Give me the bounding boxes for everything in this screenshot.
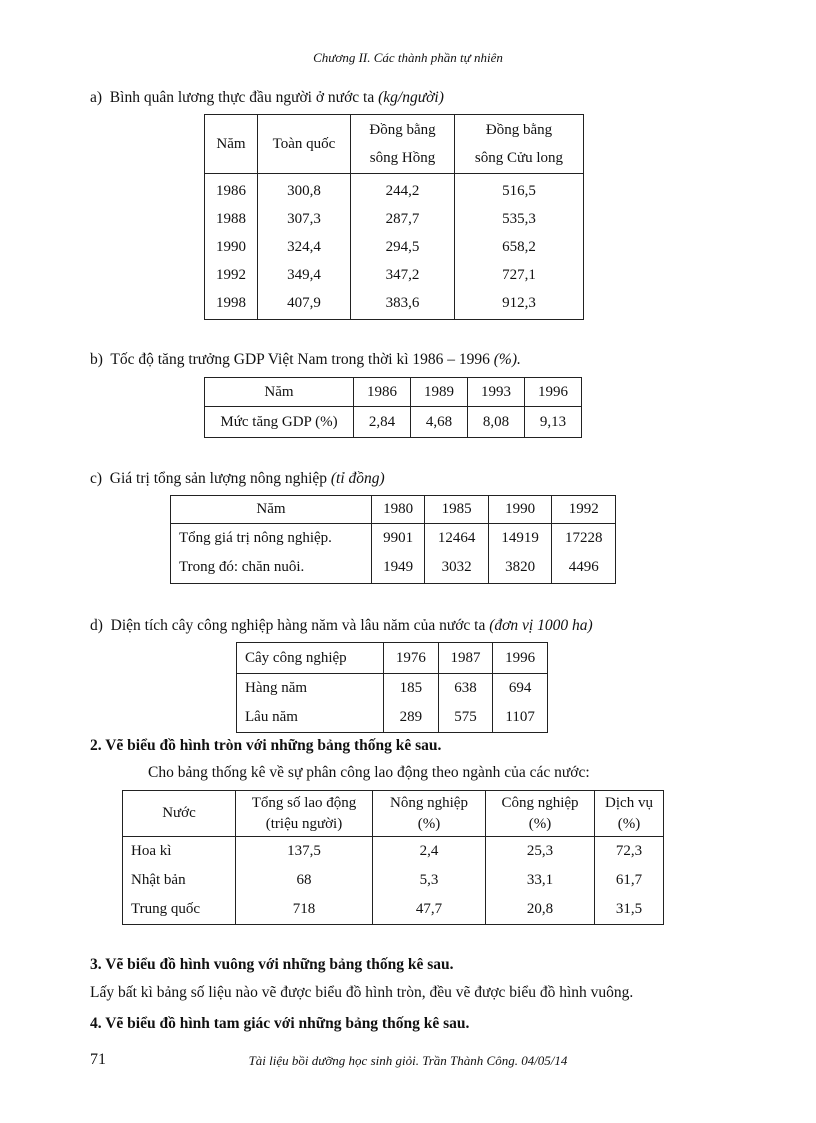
table-2-cell: 2,4: [373, 837, 486, 866]
table-c-cell: 17228: [552, 524, 616, 553]
table-c-header-1985: 1985: [425, 496, 489, 524]
table-2-cell: 68: [236, 866, 373, 895]
table-c-row-label: Tổng giá trị nông nghiệp.: [171, 524, 372, 553]
table-a-header-national: Toàn quốc: [258, 115, 351, 174]
table-d-row-label: Hàng năm: [237, 674, 384, 703]
section-3-text: Lấy bất kì bảng số liệu nào vẽ được biểu đồ hình tròn, đều vẽ được biểu đồ hình vuông.: [90, 984, 634, 1001]
table-2-cell: 137,5: [236, 837, 373, 866]
table-d-cell: 289: [384, 703, 439, 733]
table-2-cell: 5,3: [373, 866, 486, 895]
table-d-header-1976: 1976: [384, 643, 439, 674]
table-2-row-label: Nhật bản: [123, 866, 236, 895]
table-2-header-services: Dịch vụ (%): [595, 791, 664, 837]
table-2-cell: 33,1: [486, 866, 595, 895]
table-d-cell: 694: [493, 674, 548, 703]
section-3-title: 3. Vẽ biểu đồ hình vuông với những bảng thống kê sau.: [90, 956, 454, 973]
table-c-cell: 9901: [372, 524, 425, 553]
table-d-header-1987: 1987: [438, 643, 493, 674]
table-2-row-label: Hoa kì: [123, 837, 236, 866]
table-c-header-1990: 1990: [488, 496, 552, 524]
table-a-col-year: 1986 1988 1990 1992 1998: [205, 174, 258, 320]
section-d-unit: (đơn vị 1000 ha): [489, 617, 593, 634]
table-d-cell: 575: [438, 703, 493, 733]
section-2-intro: Cho bảng thống kê về sự phân công lao động theo ngành của các nước:: [148, 764, 590, 781]
section-2-title: 2. Vẽ biểu đồ hình tròn với những bảng thống kê sau.: [90, 737, 442, 754]
table-c-cell: 12464: [425, 524, 489, 553]
section-d-label: d): [90, 617, 103, 634]
table-a-col-mekong: 516,5 535,3 658,2 727,1 912,3: [455, 174, 584, 320]
table-c-header-year: Năm: [171, 496, 372, 524]
section-b-caption: [90, 351, 521, 369]
section-c-caption: [90, 470, 385, 488]
section-c-title: Giá trị tổng sản lượng nông nghiệp: [109, 470, 328, 487]
table-b-cell: 9,13: [525, 407, 582, 438]
table-c-row-label: Trong đó: chăn nuôi.: [171, 553, 372, 584]
table-2-cell: 25,3: [486, 837, 595, 866]
table-d-cell: 638: [438, 674, 493, 703]
table-c-cell: 3820: [488, 553, 552, 584]
section-b-title: Tốc độ tăng trưởng GDP Việt Nam trong thời kì 1986 – 1996: [110, 351, 490, 368]
table-d-cell: 1107: [493, 703, 548, 733]
table-c-header-1992: 1992: [552, 496, 616, 524]
table-b-row-label: Mức tăng GDP (%): [205, 407, 354, 438]
section-d-title: Diện tích cây công nghiệp hàng năm và lâu năm của nước ta: [110, 617, 486, 634]
table-c: [170, 495, 616, 584]
table-b-header-year: Năm: [205, 378, 354, 407]
table-2-cell: 47,7: [373, 895, 486, 925]
table-2-row-label: Trung quốc: [123, 895, 236, 925]
section-d-caption: [90, 617, 593, 635]
table-c-header-1980: 1980: [372, 496, 425, 524]
table-2-cell: 31,5: [595, 895, 664, 925]
table-b-header-1989: 1989: [411, 378, 468, 407]
table-a-header-year: Năm: [205, 115, 258, 174]
table-c-cell: 4496: [552, 553, 616, 584]
table-2-cell: 718: [236, 895, 373, 925]
table-2-cell: 72,3: [595, 837, 664, 866]
table-d-header-1996: 1996: [493, 643, 548, 674]
table-2-header-country: Nước: [123, 791, 236, 837]
table-b-cell: 2,84: [354, 407, 411, 438]
section-c-unit: (tỉ đồng): [330, 470, 385, 487]
table-a-col-red-river: 244,2 287,7 294,5 347,2 383,6: [351, 174, 455, 320]
table-d-row-label: Lâu năm: [237, 703, 384, 733]
table-c-cell: 1949: [372, 553, 425, 584]
table-b-header-1996: 1996: [525, 378, 582, 407]
section-c-label: c): [90, 470, 103, 487]
table-a-header-mekong: Đồng bằng sông Cửu long: [455, 115, 584, 174]
table-b-cell: 4,68: [411, 407, 468, 438]
table-c-cell: 14919: [488, 524, 552, 553]
table-a-col-national: 300,8 307,3 324,4 349,4 407,9: [258, 174, 351, 320]
table-b-header-1993: 1993: [468, 378, 525, 407]
table-d: [236, 642, 548, 733]
section-a-title: Bình quân lương thực đầu người ở nước ta: [109, 89, 375, 106]
section-b-label: b): [90, 351, 103, 368]
section-b-unit: (%).: [493, 351, 521, 368]
table-2-header-industry: Công nghiệp (%): [486, 791, 595, 837]
table-b: [204, 377, 582, 438]
section-a-unit: (kg/người): [378, 89, 444, 106]
table-d-cell: 185: [384, 674, 439, 703]
table-2-header-total: Tổng số lao động (triệu người): [236, 791, 373, 837]
section-a-caption: [90, 89, 444, 107]
table-2-header-agriculture: Nông nghiệp (%): [373, 791, 486, 837]
table-2-cell: 20,8: [486, 895, 595, 925]
section-a-label: a): [90, 89, 103, 106]
table-a: [204, 114, 584, 320]
page-header: Chương II. Các thành phần tự nhiên: [313, 50, 503, 65]
footer-text: Tài liệu bồi dưỡng học sinh giỏi. Trần Thành Công. 04/05/14: [248, 1053, 568, 1068]
page-number: 71: [90, 1051, 106, 1068]
table-c-cell: 3032: [425, 553, 489, 584]
table-b-cell: 8,08: [468, 407, 525, 438]
table-2-cell: 61,7: [595, 866, 664, 895]
table-d-header-crop: Cây công nghiệp: [237, 643, 384, 674]
table-2: [122, 790, 664, 925]
table-b-header-1986: 1986: [354, 378, 411, 407]
table-a-header-red-river: Đồng bằng sông Hồng: [351, 115, 455, 174]
section-4-title: 4. Vẽ biểu đồ hình tam giác với những bảng thống kê sau.: [90, 1015, 470, 1032]
